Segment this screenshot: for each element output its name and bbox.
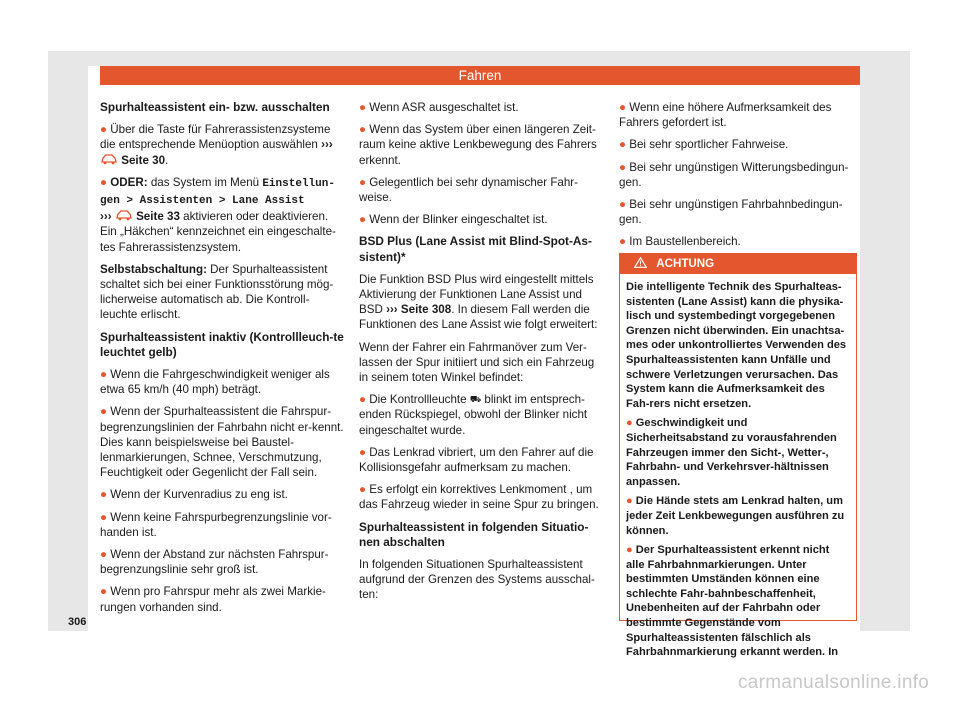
section-heading: BSD Plus (Lane Assist mit Blind-Spot-As-sistent)* [359,234,592,264]
warning-body [620,274,856,660]
car-menu-icon [100,153,118,165]
list-item: ● Die Hände stets am Lenkrad halten, um jeder Zeit Lenkbewegungen ausführen zu können. [626,495,845,537]
warning-title: ACHTUNG [656,257,715,270]
warning-box [619,253,857,659]
list-item: ● Es erfolgt ein korrektives Lenkmoment , um das Fahrzeug wieder in seine Spur zu bringen. [359,483,599,512]
list-item: ● Wenn das System über einen längeren Zeit-raum keine aktive Lenkbewegung des Fahrers erkennt. [359,123,597,167]
warning-lamp-icon: ⛟ [469,394,482,405]
list-item: ● Wenn der Spurhalteassistent die Fahrspur-begrenzungslinien der Fahrbahn nicht er-kennt. Dies kann beispielsweise bei Baustel-lenmarkierungen, Schnee, Verschmutzung, Feuchtigkeit oder Gegenlicht der Fall sein. [100,405,344,480]
reference-arrow-icon: ››› [321,138,333,152]
page-reference-link[interactable]: Seite 30 [121,153,166,167]
list-item: ● Wenn ASR ausgeschaltet ist. [359,101,519,114]
car-menu-icon [115,209,133,221]
list-item: ● Über die Taste für Fahrerassistenzsysteme die entsprechende Menüoption auswählen ››› Seite 30. [100,123,333,167]
paragraph: Selbstabschaltung: Der Spurhalteassistent schaltet sich bei einer Funktionsstörung mög-licherweise automatisch ab. Die Kontroll-leuchte erlischt. [100,262,334,322]
paragraph: Die intelligente Technik des Spurhalteas-sistenten (Lane Assist) kann die physika-lisch und systembedingt vorgegebenen Grenzen nicht überwinden. Ein unachtsa-mes oder unkontrolliertes Verwenden des Spurhalteassistenten kann Unfälle und schwere Verletzungen verursachen. Das System kann die Aufmerksamkeit des Fah-rers nicht ersetzen. [626,281,847,410]
list-item: ● Bei sehr sportlicher Fahrweise. [619,138,789,152]
page-number: 306 [68,616,87,628]
page-reference-link[interactable]: Seite 33 [136,210,180,224]
list-item: ● Wenn eine höhere Aufmerksamkeit des Fahrers gefordert ist. [619,101,832,130]
list-item: ● ODER: das System im Menü Einstellun- gen > Assistenten > Lane Assist ››› Seite 33 aktivieren oder deaktivieren. Ein „Häkchen“ kennzeichnet ein eingeschalte-tes Fahrerassistenzsystem. [100,175,336,254]
list-item: ● Wenn die Fahrgeschwindigkeit weniger als etwa 65 km/h (40 mph) beträgt. [100,368,330,397]
paragraph: Die Funktion BSD Plus wird eingestellt mittels Aktivierung der Funktionen Lane Assist und BSD ››› Seite 308. In diesem Fall werden die Funktionen des Lane Assist wie folgt erweitert: [359,272,598,332]
list-item: ● Der Spurhalteassistent erkennt nicht alle Fahrbahnmarkierungen. Unter bestimmten Umständen können eine schlechte Fahr-bahnbeschaffenheit, Unebenheiten auf der Fahrbahn oder bestimmte Gegenstände vom Spurhalteassistenten fälschlich als Fahrbahnmarkierung erkannt werden. In [626,544,839,659]
column-2 [359,100,603,610]
list-item: ● Bei sehr ungünstigen Witterungsbedingun-gen. [619,160,849,189]
column-3 [619,100,857,257]
section-heading: Spurhalteassistent in folgenden Situatio-nen abschalten [359,519,589,549]
list-item: ● Wenn keine Fahrspurbegrenzungslinie vor-handen ist. [100,510,332,539]
list-item: ● Bei sehr ungünstigen Fahrbahnbedingun-gen. [619,198,843,227]
list-item: ● Gelegentlich bei sehr dynamischer Fahr-weise. [359,175,579,205]
paragraph: Wenn der Fahrer ein Fahrmanöver zum Ver-lassen der Spur initiiert und sich ein Fahrzeug in seinem toten Winkel befindet: [359,340,595,385]
watermark: carmanualsonline.info [738,672,930,693]
list-item: ● Wenn der Blinker eingeschaltet ist. [359,213,548,227]
reference-arrow-icon: ››› [386,303,398,317]
section-heading: Spurhalteassistent inaktiv (Kontrollleuch-te leuchtet gelb) [100,329,344,359]
reference-arrow-icon: ››› [100,210,112,224]
list-item: ● Im Baustellenbereich. [619,235,741,249]
list-item: ● Wenn pro Fahrspur mehr als zwei Markie-rungen vorhanden sind. [100,585,326,614]
list-item: ● Geschwindigkeit und Sicherheitsabstand zu vorausfahrenden Fahrzeugen immer den Sicht-, Wetter-, Fahrbahn- und Verkehrsver-hältnissen anpassen. [626,417,837,488]
list-item: ● Wenn der Abstand zur nächsten Fahrspur-begrenzungslinie sehr groß ist. [100,548,329,577]
warning-header [620,254,856,274]
bullet-icon: ● [100,123,108,137]
list-item: ● Das Lenkrad vibriert, um den Fahrer auf die Kollisionsgefahr aufmerksam zu machen. [359,445,594,475]
column-1 [100,100,344,622]
section-heading: Spurhalteassistent ein- bzw. ausschalten [100,100,330,114]
warning-triangle-icon [634,257,647,268]
paragraph: In folgenden Situationen Spurhalteassistent aufgrund der Grenzen des Systems ausschal-ten: [359,558,595,602]
list-item: ● Die Kontrollleuchte ⛟ blinkt im entsprech-enden Rückspiegel, obwohl der Blinker nicht eingeschaltet wurde. [359,393,588,437]
header-title: Fahren [458,68,502,83]
list-item: ● Wenn der Kurvenradius zu eng ist. [100,488,288,502]
bullet-icon: ● [100,175,108,189]
page-reference-link[interactable]: Seite 308 [400,303,452,317]
menu-path: Einstellun- gen > Assistenten > Lane Assist [100,177,335,208]
page-header [100,66,860,85]
